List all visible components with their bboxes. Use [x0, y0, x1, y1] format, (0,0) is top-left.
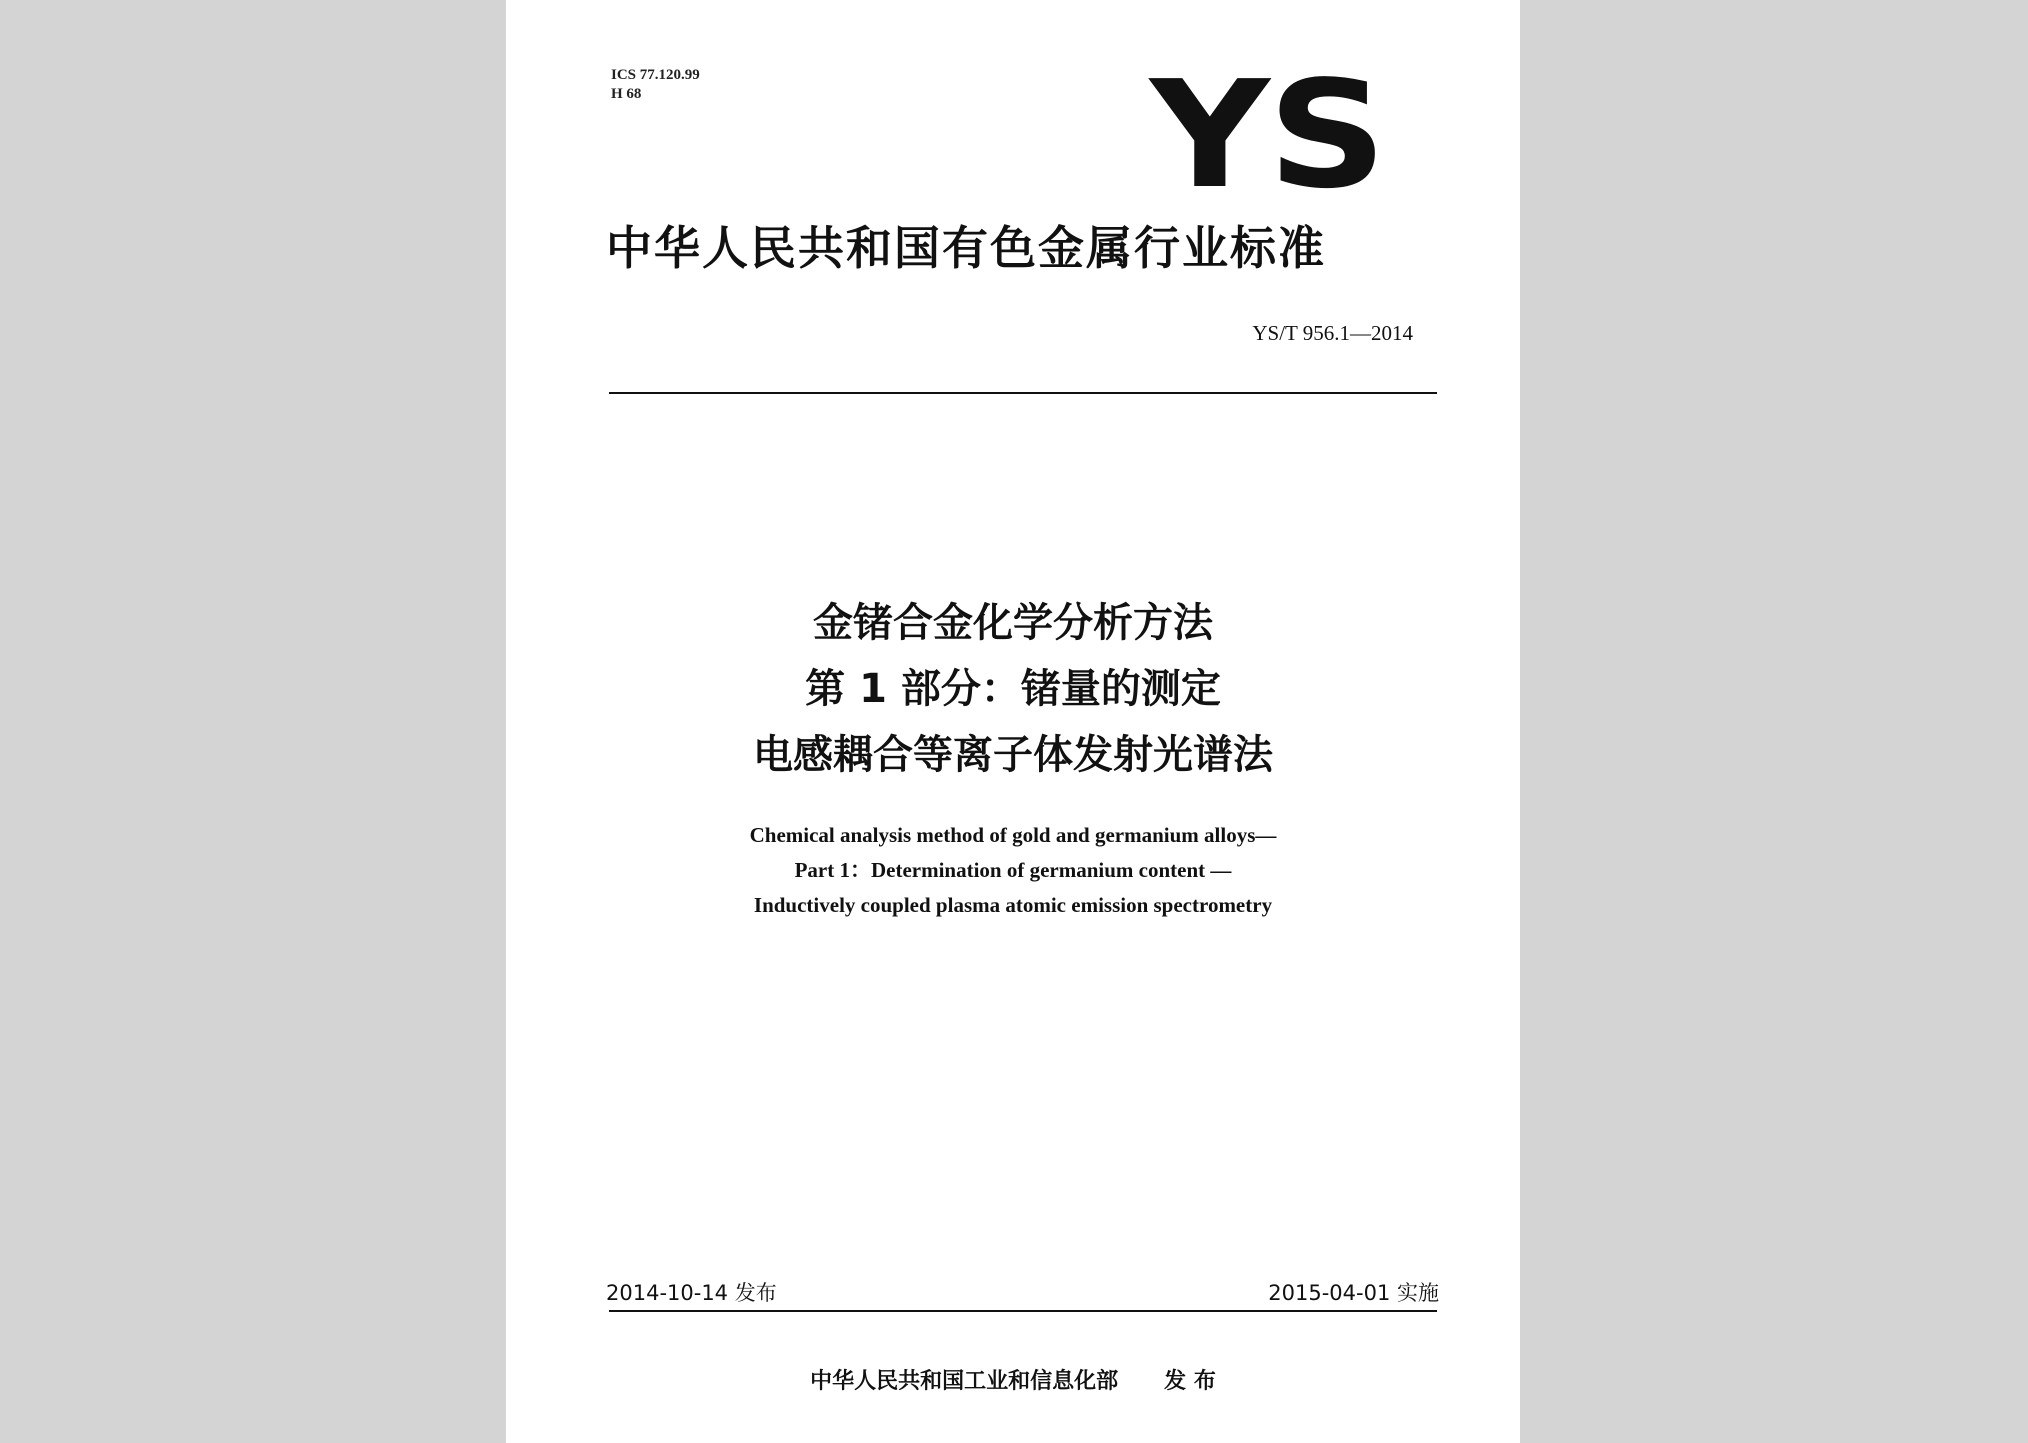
- ics-code: ICS 77.120.99: [611, 67, 700, 83]
- english-title-line-3: Inductively coupled plasma atomic emission spectrometry: [753, 893, 1273, 917]
- bottom-divider: [609, 1310, 1437, 1312]
- chinese-title-line-3: 电感耦合等离子体发射光谱法: [753, 732, 1273, 778]
- chinese-title: [506, 590, 1520, 788]
- english-title: [506, 818, 1520, 923]
- standard-code: YS/T 956.1—2014: [1252, 321, 1413, 345]
- issue-date: 2014-10-14 发布: [606, 1281, 777, 1305]
- publisher-line: [506, 1368, 1520, 1396]
- ys-logo: YS: [1150, 49, 1385, 221]
- publisher-action: 发 布: [1164, 1369, 1216, 1394]
- implementation-date: 2015-04-01 实施: [1268, 1281, 1439, 1305]
- english-title-line-1: Chemical analysis method of gold and germanium alloys—: [749, 823, 1277, 847]
- classification-codes: [611, 66, 700, 104]
- standard-category-title: 中华人民共和国有色金属行业标准: [606, 221, 1326, 275]
- document-page: [506, 0, 1520, 1443]
- chinese-title-line-2: 第 1 部分：锗量的测定: [805, 666, 1221, 712]
- ccs-code: H 68: [611, 86, 642, 102]
- chinese-title-line-1: 金锗合金化学分析方法: [813, 600, 1213, 646]
- publisher-name: 中华人民共和国工业和信息化部: [810, 1369, 1119, 1394]
- english-title-line-2: Part 1：Determination of germanium content —: [794, 858, 1232, 882]
- top-divider: [609, 392, 1437, 394]
